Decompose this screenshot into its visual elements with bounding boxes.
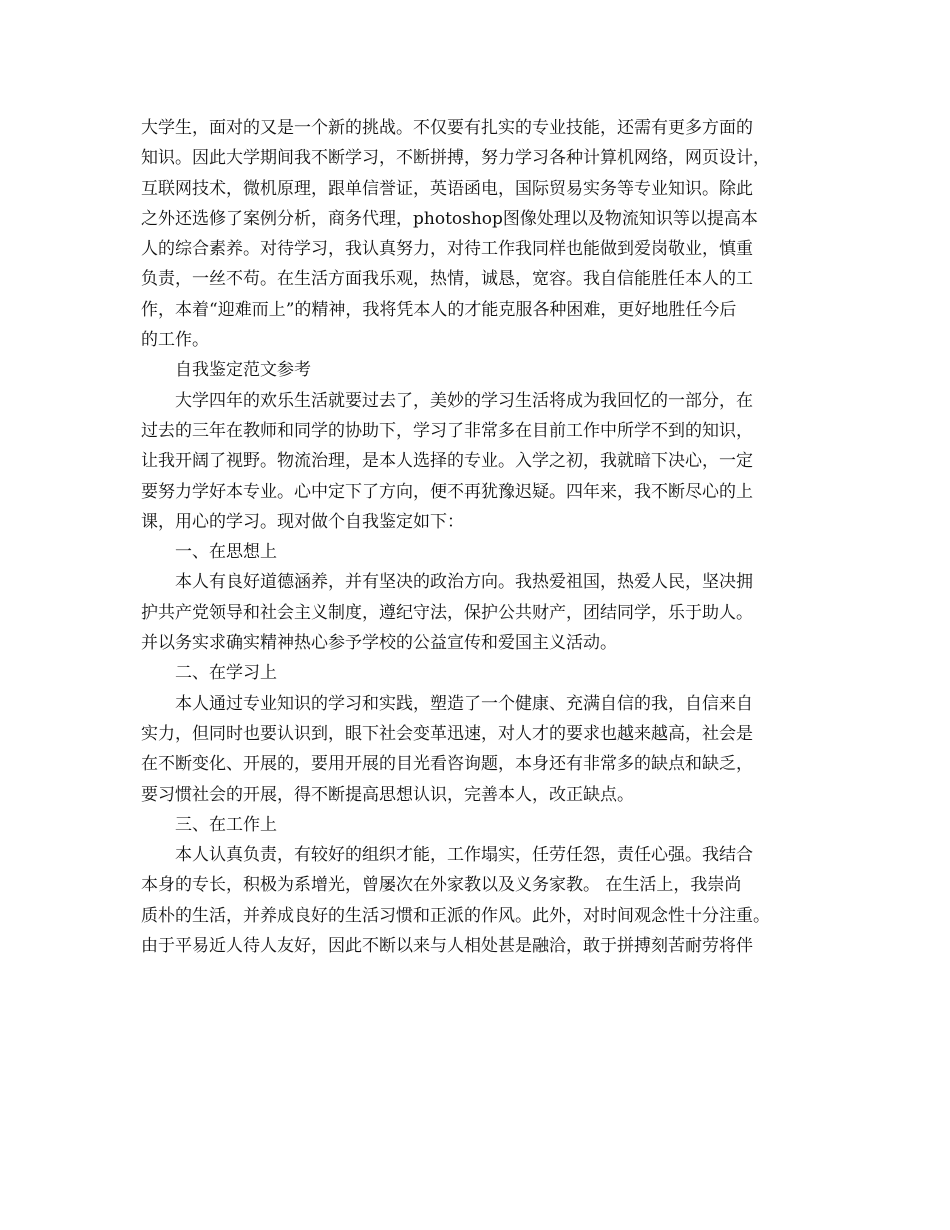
section-heading: 一、在思想上 [175,542,277,563]
text-line: 要习惯社会的开展，得不断提高思想认识，完善本人，改正缺点。 [141,784,634,805]
text-line: 的工作。 [141,330,209,351]
text-line: 大学四年的欢乐生活就要过去了，美妙的学习生活将成为我回忆的一部分，在 [175,390,753,411]
text-line: 负责，一丝不苟。在生活方面我乐观，热情，诚恳，宽容。我自信能胜任本人的工 [141,269,753,290]
text-line: 护共产党领导和社会主义制度，遵纪守法，保护公共财产，团结同学，乐于助人。 [141,602,753,623]
text-line: 大学生，面对的又是一个新的挑战。不仅要有扎实的专业技能，还需有更多方面的 [141,118,753,138]
section-heading: 自我鉴定范文参考 [175,360,311,381]
text-line: 本人认真负责，有较好的组织才能，工作塌实，任劳任怨，责任心强。我结合 [175,845,753,866]
text-line: 质朴的生活，并养成良好的生活习惯和正派的作风。此外，对时间观念性十分注重。 [141,905,770,926]
text-line: 实力，但同时也要认识到，眼下社会变革迅速，对人才的要求也越来越高，社会是 [141,723,753,744]
text-line: 在不断变化、开展的，要用开展的目光看咨询题，本身还有非常多的缺点和缺乏， [141,754,753,775]
text-line: 由于平易近人待人友好，因此不断以来与人相处甚是融洽，敢于拼搏刻苦耐劳将伴 [141,936,753,957]
text-line: 过去的三年在教师和同学的协助下，学习了非常多在目前工作中所学不到的知识， [141,420,753,441]
text-line: 互联网技术，微机原理，跟单信誉证，英语函电，国际贸易实务等专业知识。除此 [141,178,753,199]
text-line: 本人通过专业知识的学习和实践，塑造了一个健康、充满自信的我，自信来自 [175,693,753,714]
text-line: 之外还选修了案例分析，商务代理，photoshop图像处理以及物流知识等以提高本 [141,208,758,229]
text-line: 知识。因此大学期间我不断学习，不断拼搏，努力学习各种计算机网络，网页设计， [141,148,770,169]
document-body [141,113,821,961]
text-line: 本人有良好道德涵养，并有坚决的政治方向。我热爱祖国，热爱人民，坚决拥 [175,572,753,593]
section-heading: 三、在工作上 [175,814,277,835]
text-line: 课，用心的学习。现对做个自我鉴定如下： [141,511,464,532]
text-line: 人的综合素养。对待学习，我认真努力，对待工作我同样也能做到爱岗敬业，慎重 [141,239,753,260]
text-line: 作，本着“迎难而上”的精神，我将凭本人的才能克服各种困难，更好地胜任今后 [141,299,737,320]
text-line: 要努力学好本专业。心中定下了方向，便不再犹豫迟疑。四年来，我不断尽心的上 [141,481,753,502]
text-line: 让我开阔了视野。物流治理，是本人选择的专业。入学之初，我就暗下决心，一定 [141,451,753,472]
text-line: 并以务实求确实精神热心参予学校的公益宣传和爱国主义活动。 [141,633,617,654]
text-line: 本身的专长，积极为系增光，曾屡次在外家教以及义务家教。 在生活上，我崇尚 [141,875,742,896]
section-heading: 二、在学习上 [175,663,277,684]
